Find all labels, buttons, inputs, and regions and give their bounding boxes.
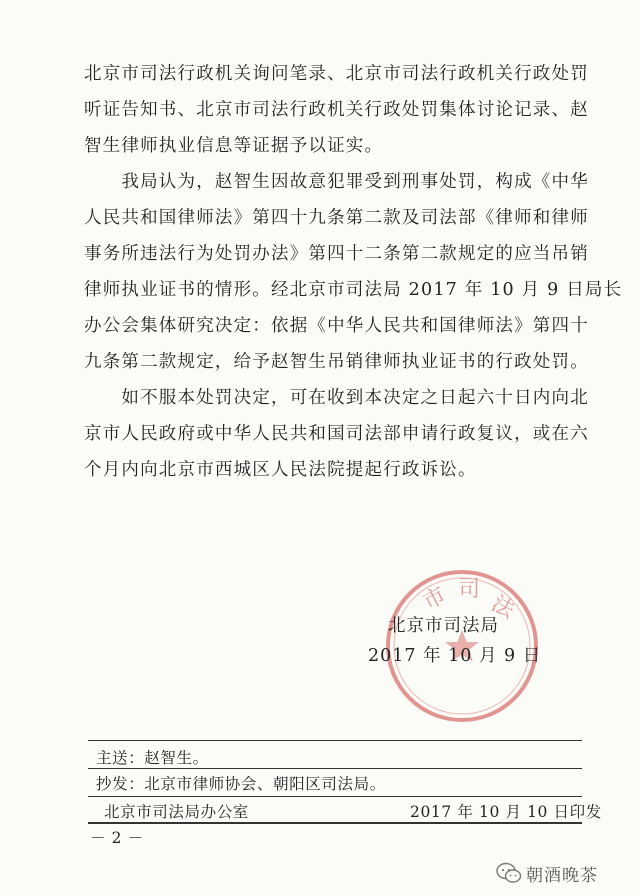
- text-line: 个月内向北京市西城区人民法院提起行政诉讼。: [84, 460, 477, 480]
- text-line: 京市人民政府或中华人民共和国司法部申请行政复议，或在六: [84, 424, 589, 444]
- main-send: 主送：赵智生。: [96, 749, 209, 767]
- text-line: 办公会集体研究决定：依据《中华人民共和国律师法》第四十: [84, 316, 589, 336]
- svg-text:司: 司: [458, 577, 481, 602]
- paragraph-evidence: [84, 56, 589, 164]
- text-line: 事务所违法行为处罚办法》第四十二条第二款规定的应当吊销: [84, 244, 589, 264]
- text-line: 如不服本处罚决定，可在收到本决定之日起六十日内向北: [84, 388, 589, 408]
- text-line: 我局认为，赵智生因故意犯罪受到刑事处罚，构成《中华: [84, 172, 589, 192]
- wechat-icon: [496, 862, 522, 884]
- page-number: － 2 －: [90, 829, 144, 847]
- issuing-office: 北京市司法局办公室: [104, 803, 249, 821]
- watermark: [496, 858, 598, 888]
- watermark-text: 朝酒晚茶: [526, 865, 598, 886]
- paragraph-appeal: [84, 380, 589, 488]
- print-date: 2017 年 10 月 10 日印发: [410, 803, 602, 821]
- divider: [88, 740, 582, 741]
- signature-date: 2017 年 10 月 9 日: [368, 646, 542, 666]
- cc-list: 抄发：北京市律师协会、朝阳区司法局。: [96, 775, 386, 793]
- text-line: 九条第二款规定，给予赵智生吊销律师执业证书的行政处罚。: [84, 352, 589, 372]
- text-line: 北京市司法行政机关询问笔录、北京市司法行政机关行政处罚: [84, 64, 589, 84]
- divider: [88, 796, 582, 797]
- text-line: 智生律师执业信息等证据予以证实。: [84, 136, 384, 156]
- paragraph-decision: [84, 164, 623, 380]
- divider: [88, 768, 582, 769]
- text-line: 人民共和国律师法》第四十九条第二款及司法部《律师和律师: [84, 208, 589, 228]
- text-line: 听证告知书、北京市司法行政机关行政处罚集体讨论记录、赵: [84, 100, 589, 120]
- divider: [88, 822, 582, 824]
- signature-org: 北京市司法局: [388, 616, 499, 636]
- svg-text:法: 法: [487, 591, 519, 624]
- svg-text:市: 市: [419, 582, 451, 616]
- text-line: 律师执业证书的情形。经北京市司法局 2017 年 10 月 9 日局长: [84, 280, 623, 300]
